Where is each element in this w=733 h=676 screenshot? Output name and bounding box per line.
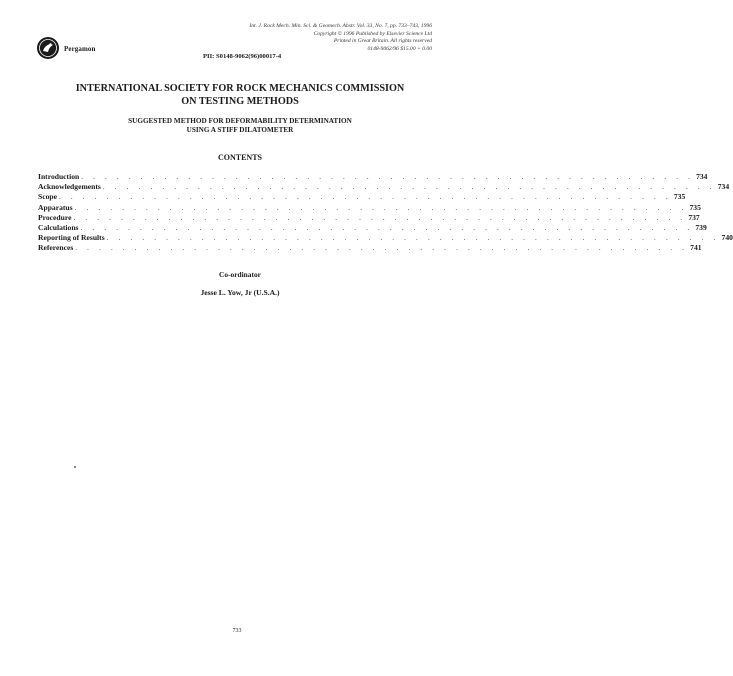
main-title-line-1: INTERNATIONAL SOCIETY FOR ROCK MECHANICS COMMISSION	[75, 83, 405, 94]
toc-item-page: 734	[717, 182, 730, 192]
toc-leader-dots: . . . . . . . . . . . . . . . . . . . . . . . . . . . . . . . . . . . . . . . . . . . . . . . . . . . .	[74, 203, 688, 212]
toc-item	[38, 182, 730, 192]
toc-item-page: 734	[696, 172, 708, 181]
toc-leader-dots: . . . . . . . . . . . . . . . . . . . . . . . . . . . . . . . . . . . . . . . . . . . . . . . . . . . .	[80, 223, 694, 232]
toc-item	[38, 233, 733, 243]
toc-item-label: Reporting of Results	[38, 233, 105, 243]
copyright-notice: Copyright © 1996 Published by Elsevier Science Ltd	[313, 30, 432, 37]
journal-citation: Int. J. Rock Mech. Min. Sci. & Geomech. Abstr. Vol. 33, No. 7, pp. 733–743, 1996	[249, 23, 432, 29]
toc-leader-dots: . . . . . . . . . . . . . . . . . . . . . . . . . . . . . . . . . . . . . . . . . . . . . . . . . . . .	[58, 193, 672, 202]
pii-identifier: PII: S0148-9062(96)00017-4	[203, 53, 282, 60]
toc-leader-dots: . . . . . . . . . . . . . . . . . . . . . . . . . . . . . . . . . . . . . . . . . . . . . . . . . . . .	[73, 213, 687, 222]
toc-leader-dots: . . . . . . . . . . . . . . . . . . . . . . . . . . . . . . . . . . . . . . . . . . . . . . . . . . . .	[102, 183, 716, 192]
toc-item	[38, 192, 686, 202]
toc-item	[38, 172, 708, 182]
toc-leader-dots: . . . . . . . . . . . . . . . . . . . . . . . . . . . . . . . . . . . . . . . . . . . . . . . . . . . .	[106, 234, 720, 243]
toc-item-page: 735	[673, 192, 686, 202]
coordinator-name: Jesse L. Yow, Jr (U.S.A.)	[200, 288, 280, 297]
toc-item-label: Introduction	[38, 172, 80, 181]
toc-item-page: 737	[688, 212, 700, 222]
toc-item	[38, 243, 702, 253]
journal-citation-block	[202, 23, 432, 53]
issn-price: 0148-9062/96 $15.00 + 0.00	[367, 45, 432, 52]
table-of-contents	[38, 172, 733, 254]
toc-item-label: Apparatus	[38, 202, 73, 212]
toc-item-page: 739	[695, 222, 707, 232]
toc-leader-dots: . . . . . . . . . . . . . . . . . . . . . . . . . . . . . . . . . . . . . . . . . . . . . . . . . . . .	[75, 244, 689, 253]
toc-item	[38, 222, 707, 233]
toc-leader-dots: . . . . . . . . . . . . . . . . . . . . . . . . . . . . . . . . . . . . . . . . . . . . . . . . . . . .	[81, 173, 695, 181]
pergamon-logo-icon	[36, 36, 60, 60]
toc-item	[38, 212, 700, 223]
toc-item-label: Procedure	[38, 212, 72, 222]
contents-heading: CONTENTS	[217, 153, 262, 162]
toc-item-label: References	[38, 243, 74, 253]
toc-item	[38, 202, 701, 213]
toc-item-label: Acknowledgements	[38, 182, 101, 192]
scan-speck	[74, 466, 76, 468]
printed-notice: Printed in Great Britain. All rights reserved	[333, 38, 432, 45]
toc-item-page: 741	[690, 243, 702, 253]
sub-title	[40, 117, 440, 136]
toc-item-label: Scope	[38, 192, 57, 202]
toc-item-label: Calculations	[38, 222, 79, 232]
main-title	[40, 82, 440, 108]
publisher-name: Pergamon	[64, 45, 96, 53]
page-number: 733	[232, 628, 242, 634]
toc-item-page: 740	[721, 233, 733, 243]
sub-title-line-2: USING A STIFF DILATOMETER	[186, 126, 294, 135]
toc-item-page: 735	[689, 202, 701, 212]
sub-title-line-1: SUGGESTED METHOD FOR DEFORMABILITY DETERMINATION	[128, 117, 352, 125]
coordinator-heading: Co-ordinator	[219, 270, 261, 279]
main-title-line-2: ON TESTING METHODS	[181, 96, 299, 107]
